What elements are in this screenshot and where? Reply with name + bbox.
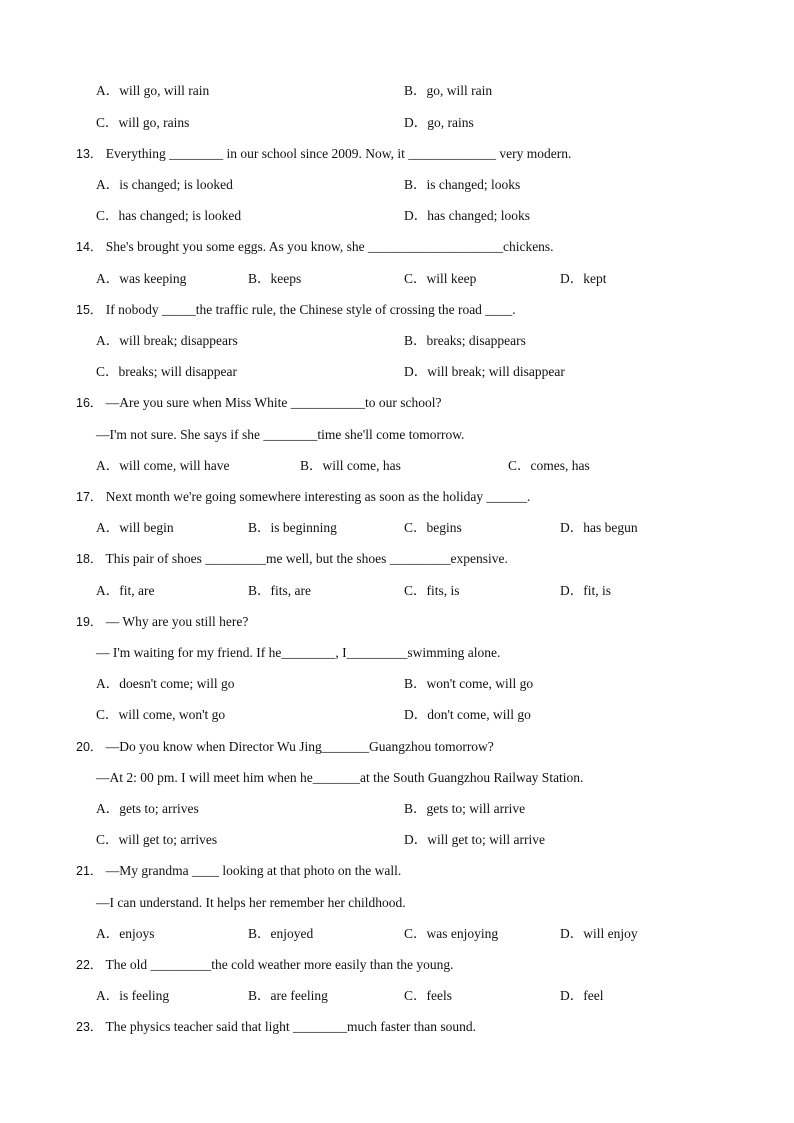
question-stem: The physics teacher said that light ________much faster than sound. — [105, 1019, 476, 1034]
question-stem: —My grandma ____ looking at that photo on the wall. — [105, 863, 402, 878]
option-c: C．has changed; is looked — [96, 208, 242, 223]
option-c: C．begins — [404, 520, 462, 535]
question-stem: —Do you know when Director Wu Jing_______Guangzhou tomorrow? — [105, 739, 494, 754]
option-b: B．fits, are — [248, 583, 311, 598]
question-stem: Next month we're going somewhere interesting as soon as the holiday ______. — [105, 489, 531, 504]
question-16 — [76, 395, 442, 411]
option-a: A．will begin — [96, 520, 174, 535]
option-a: A．is changed; is looked — [96, 177, 233, 192]
option-a: A．enjoys — [96, 926, 155, 941]
question-stem: — Why are you still here? — [105, 614, 249, 629]
option-c: C．will get to; arrives — [96, 832, 218, 847]
option-c: C．comes, has — [508, 458, 590, 473]
option-c: C．will keep — [404, 271, 477, 286]
option-b: B．breaks; disappears — [404, 333, 526, 348]
option-c: C．will come, won't go — [96, 707, 226, 722]
question-number: 14． — [76, 240, 103, 254]
question-stem: The old _________the cold weather more easily than the young. — [105, 957, 454, 972]
option-c: C．will go, rains — [96, 115, 190, 130]
option-a: A．was keeping — [96, 271, 187, 286]
option-c: C．was enjoying — [404, 926, 499, 941]
option-c: C．feels — [404, 988, 452, 1003]
option-d: D．has begun — [560, 520, 638, 535]
option-b: B．won't come, will go — [404, 676, 534, 691]
option-b: B．keeps — [248, 271, 302, 286]
option-d: D．fit, is — [560, 583, 612, 598]
question-number: 19． — [76, 615, 103, 629]
option-a: A．doesn't come; will go — [96, 676, 235, 691]
question-stem-line: —At 2: 00 pm. I will meet him when he_______at the South Guangzhou Railway Station. — [96, 770, 584, 785]
option-c: C．fits, is — [404, 583, 460, 598]
question-number: 15． — [76, 303, 103, 317]
question-22 — [76, 957, 453, 973]
option-c: C．breaks; will disappear — [96, 364, 237, 379]
option-a: A．will break; disappears — [96, 333, 238, 348]
question-17 — [76, 489, 530, 505]
option-a: A．fit, are — [96, 583, 155, 598]
question-stem: This pair of shoes _________me well, but the shoes _________expensive. — [105, 551, 508, 566]
option-a: A．gets to; arrives — [96, 801, 199, 816]
option-d: D．has changed; looks — [404, 208, 530, 223]
question-18 — [76, 551, 508, 567]
question-13 — [76, 146, 571, 162]
option-d: D．will break; will disappear — [404, 364, 565, 379]
question-stem-line: —I can understand. It helps her remember her childhood. — [96, 895, 406, 910]
question-number: 18． — [76, 552, 103, 566]
option-a: A．will come, will have — [96, 458, 230, 473]
option-d: D．will get to; will arrive — [404, 832, 545, 847]
option-a: A．will go, will rain — [96, 83, 210, 98]
question-number: 13． — [76, 147, 103, 161]
question-15 — [76, 302, 516, 318]
question-number: 22． — [76, 958, 103, 972]
option-b: B．go, will rain — [404, 83, 493, 98]
option-a: A．is feeling — [96, 988, 170, 1003]
option-b: B．will come, has — [300, 458, 401, 473]
option-b: B．are feeling — [248, 988, 328, 1003]
question-stem: She's brought you some eggs. As you know, she ____________________chickens. — [105, 239, 554, 254]
question-number: 23． — [76, 1020, 103, 1034]
question-stem: Everything ________ in our school since 2009. Now, it _____________ very modern. — [105, 146, 572, 161]
option-d: D．go, rains — [404, 115, 474, 130]
question-stem-line: — I'm waiting for my friend. If he________, I_________swimming alone. — [96, 645, 501, 660]
option-b: B．enjoyed — [248, 926, 314, 941]
question-number: 16． — [76, 396, 103, 410]
question-14 — [76, 239, 554, 255]
question-20 — [76, 739, 494, 755]
question-number: 21． — [76, 864, 103, 878]
question-stem: If nobody _____the traffic rule, the Chinese style of crossing the road ____. — [105, 302, 516, 317]
question-stem: —Are you sure when Miss White ___________to our school? — [105, 395, 442, 410]
option-d: D．feel — [560, 988, 604, 1003]
question-number: 20． — [76, 740, 103, 754]
option-b: B．is beginning — [248, 520, 337, 535]
question-23 — [76, 1019, 476, 1035]
option-d: D．will enjoy — [560, 926, 638, 941]
question-21 — [76, 863, 401, 879]
question-stem-line: —I'm not sure. She says if she ________time she'll come tomorrow. — [96, 427, 465, 442]
option-d: D．kept — [560, 271, 607, 286]
option-d: D．don't come, will go — [404, 707, 531, 722]
question-19 — [76, 614, 248, 630]
question-number: 17． — [76, 490, 103, 504]
option-b: B．is changed; looks — [404, 177, 521, 192]
option-b: B．gets to; will arrive — [404, 801, 526, 816]
